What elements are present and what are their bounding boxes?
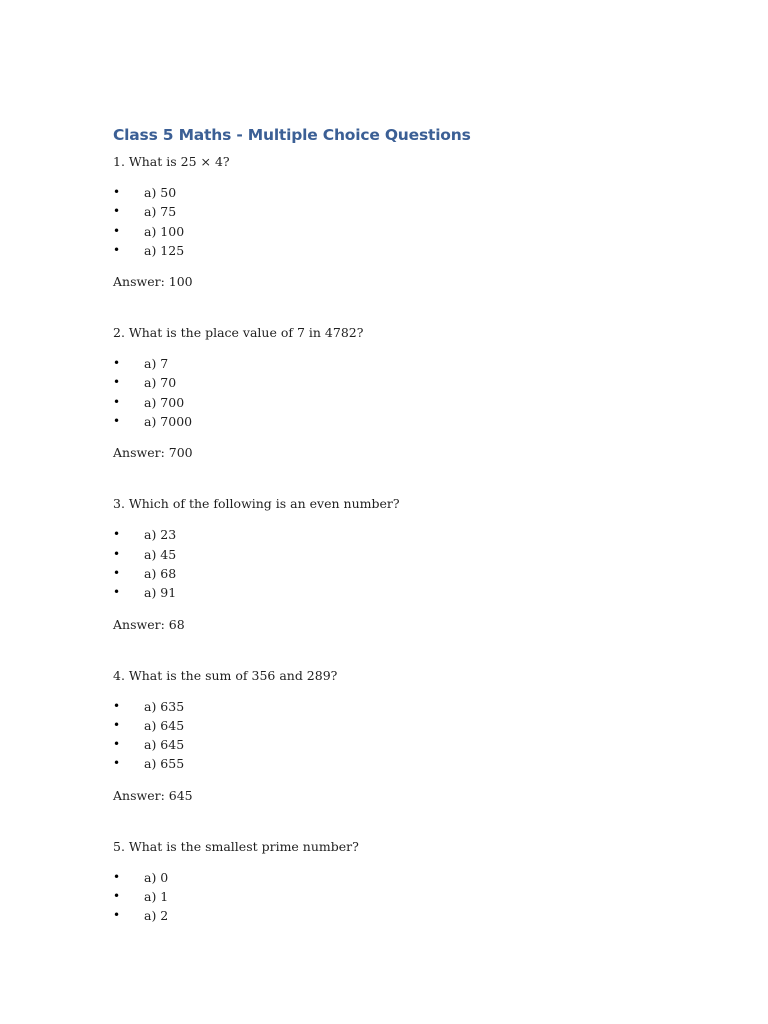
option-label: a) 100: [144, 223, 185, 239]
option-label: a) 70: [144, 375, 177, 391]
options-list: [113, 868, 673, 926]
option-item: [113, 697, 673, 716]
options-list: [113, 697, 673, 774]
option-label: a) 50: [144, 185, 177, 200]
option-label: a) 1: [144, 889, 169, 905]
option-label: a) 75: [144, 204, 177, 220]
question-block: [113, 324, 673, 462]
bullet-icon: •: [113, 565, 121, 580]
bullet-icon: •: [113, 242, 121, 257]
question-text: 3. Which of the following is an even number?: [113, 496, 400, 512]
bullet-icon: •: [113, 889, 121, 904]
option-label: a) 23: [144, 527, 177, 543]
bullet-icon: •: [113, 737, 121, 752]
option-item: [113, 735, 673, 754]
option-label: a) 635: [144, 698, 185, 714]
option-label: a) 645: [144, 737, 185, 753]
bullet-icon: •: [113, 908, 121, 923]
bullet-icon: •: [113, 223, 121, 238]
question-text: 4. What is the sum of 356 and 289?: [113, 667, 338, 683]
option-label: a) 45: [144, 546, 177, 562]
option-label: a) 645: [144, 717, 185, 733]
option-item: [113, 754, 673, 773]
option-label: a) 91: [144, 585, 177, 601]
question-text: 1. What is 25 × 4?: [113, 154, 230, 169]
question-text: 2. What is the place value of 7 in 4782?: [113, 325, 364, 341]
option-item: [113, 564, 673, 583]
option-label: a) 0: [144, 869, 169, 885]
question-text: 5. What is the smallest prime number?: [113, 838, 359, 854]
option-item: [113, 583, 673, 602]
option-item: [113, 183, 673, 202]
bullet-icon: •: [113, 185, 121, 199]
bullet-icon: •: [113, 869, 121, 884]
option-item: [113, 202, 673, 221]
bullet-icon: •: [113, 585, 121, 600]
bullet-icon: •: [113, 756, 121, 771]
option-label: a) 2: [144, 908, 169, 924]
bullet-icon: •: [113, 698, 121, 713]
option-item: [113, 354, 673, 373]
option-item: [113, 222, 673, 241]
bullet-icon: •: [113, 546, 121, 561]
question-block: [113, 495, 673, 633]
option-item: [113, 241, 673, 260]
option-label: a) 700: [144, 394, 185, 410]
option-item: [113, 412, 673, 431]
option-item: [113, 906, 673, 925]
option-label: a) 655: [144, 756, 185, 772]
bullet-icon: •: [113, 717, 121, 732]
option-item: [113, 716, 673, 735]
bullet-icon: •: [113, 414, 121, 429]
bullet-icon: •: [113, 394, 121, 409]
question-block: [113, 153, 673, 291]
document-body: [113, 124, 673, 926]
option-item: [113, 393, 673, 412]
option-item: [113, 887, 673, 906]
bullet-icon: •: [113, 527, 121, 542]
bullet-icon: •: [113, 375, 121, 390]
answer-text: Answer: 100: [113, 274, 193, 290]
options-list: [113, 183, 673, 260]
options-list: [113, 525, 673, 602]
option-item: [113, 525, 673, 544]
bullet-icon: •: [113, 356, 121, 371]
bullet-icon: •: [113, 204, 121, 219]
answer-text: Answer: 645: [113, 787, 193, 803]
option-label: a) 125: [144, 242, 185, 258]
option-item: [113, 545, 673, 564]
answer-text: Answer: 68: [113, 616, 185, 632]
option-label: a) 7: [144, 356, 169, 372]
option-item: [113, 868, 673, 887]
question-block: [113, 667, 673, 805]
option-item: [113, 373, 673, 392]
option-label: a) 7000: [144, 414, 193, 430]
question-block: [113, 838, 673, 926]
answer-text: Answer: 700: [113, 445, 193, 461]
option-label: a) 68: [144, 565, 177, 581]
options-list: [113, 354, 673, 431]
document-title: Class 5 Maths - Multiple Choice Questions: [113, 126, 471, 144]
